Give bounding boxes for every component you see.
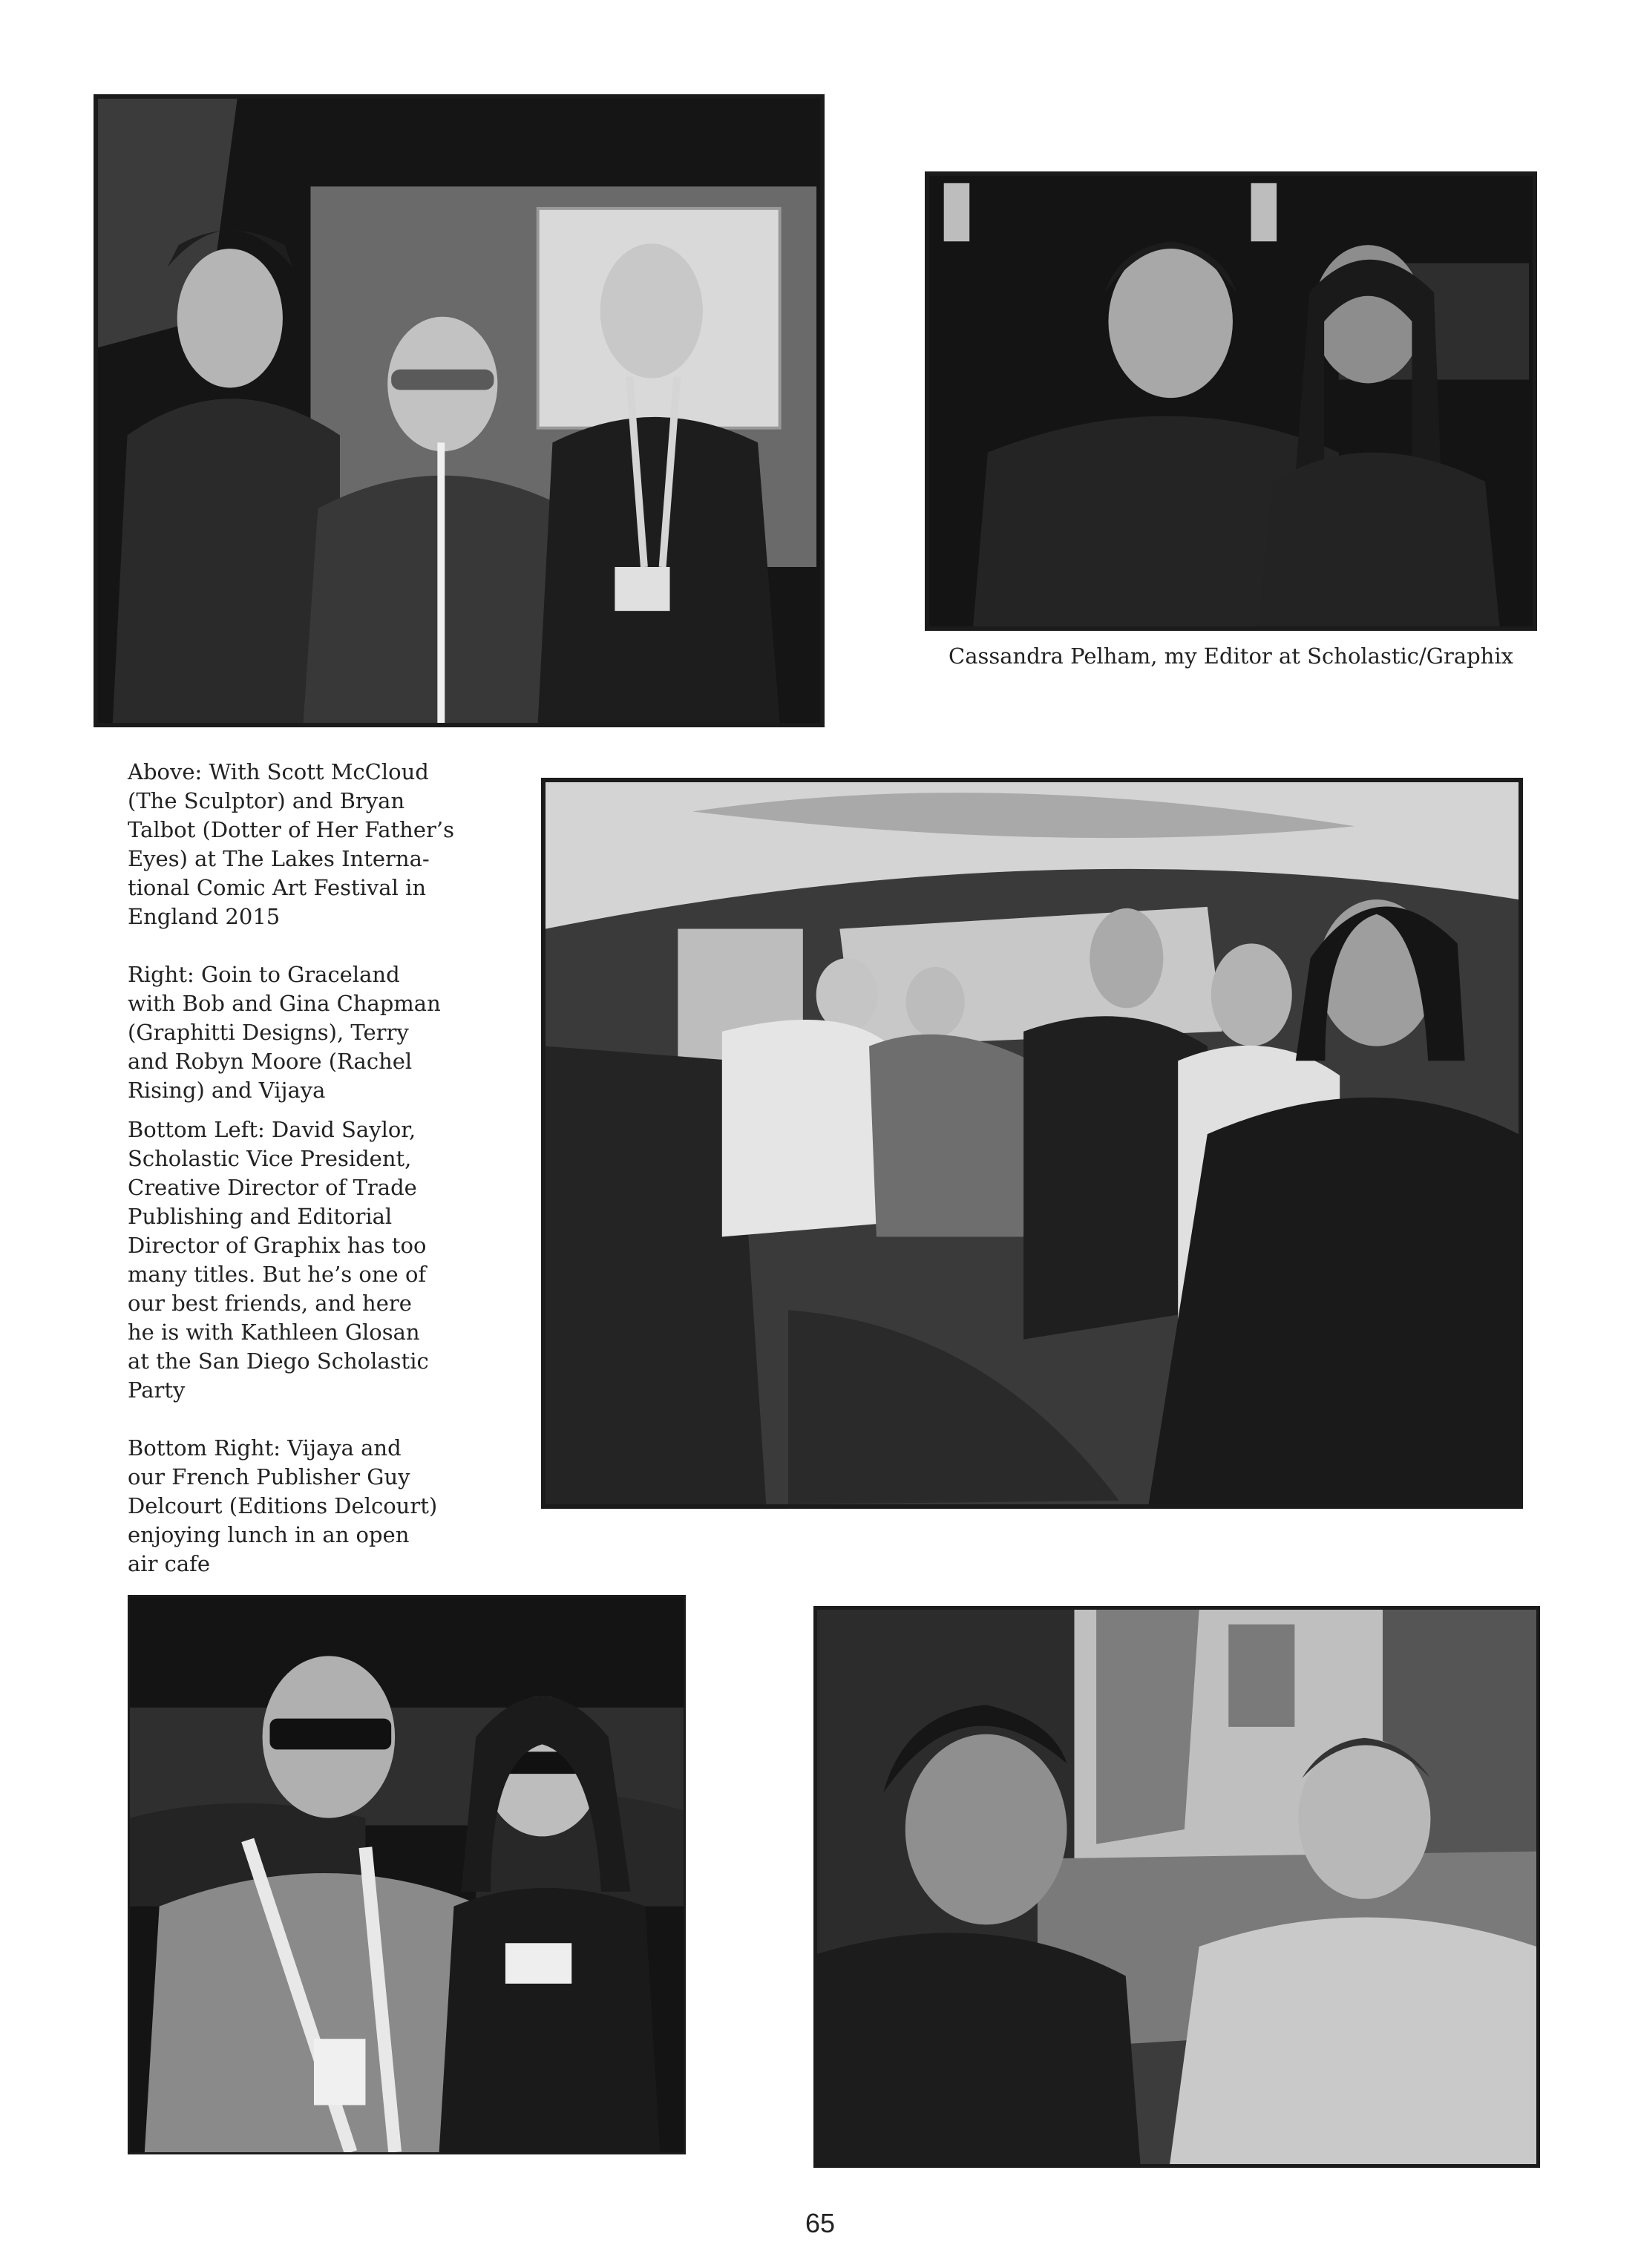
photo-festival-group <box>94 94 825 727</box>
caption-bottom-right: Bottom Right: Vijaya and our French Publisher Guy Delcourt (Editions Delcourt) enjoying lunch in an open air cafe <box>128 1435 438 1576</box>
photo-editor-portrait <box>925 171 1537 631</box>
caption-bottom-left: Bottom Left: David Saylor, Scholastic Vice President, Creative Director of Trade Publishing and Editorial Director of Graphix has too many titles. But he’s one of our best friends, and here he is with Kathleen Glosan at the San Diego Scholastic Party <box>128 1117 429 1403</box>
party-image <box>130 1597 684 2152</box>
page-number: 65 <box>805 2208 836 2238</box>
sidebar-captions <box>128 758 514 1579</box>
caption-above: Above: With Scott McCloud (The Sculptor) and Bryan Talbot (Dotter of Her Father’s Eyes) at The Lakes Interna- tional Comic Art Festival in England 2015 <box>128 759 454 929</box>
photo-cafe-lunch <box>813 1606 1540 2168</box>
photo-party <box>128 1595 686 2154</box>
festival-group-image <box>98 99 820 723</box>
editor-portrait-image <box>929 176 1533 626</box>
caption-right: Right: Goin to Graceland with Bob and Gina Chapman (Graphitti Designs), Terry and Robyn Moore (Rachel Rising) and Vijaya <box>128 962 441 1103</box>
photo-limousine-group <box>541 778 1523 1509</box>
limousine-group-image <box>546 782 1519 1504</box>
caption-editor <box>925 642 1537 671</box>
caption-editor-text: Cassandra Pelham, my Editor at Scholastic/Graphix <box>949 643 1513 669</box>
cafe-lunch-image <box>817 1610 1536 2164</box>
